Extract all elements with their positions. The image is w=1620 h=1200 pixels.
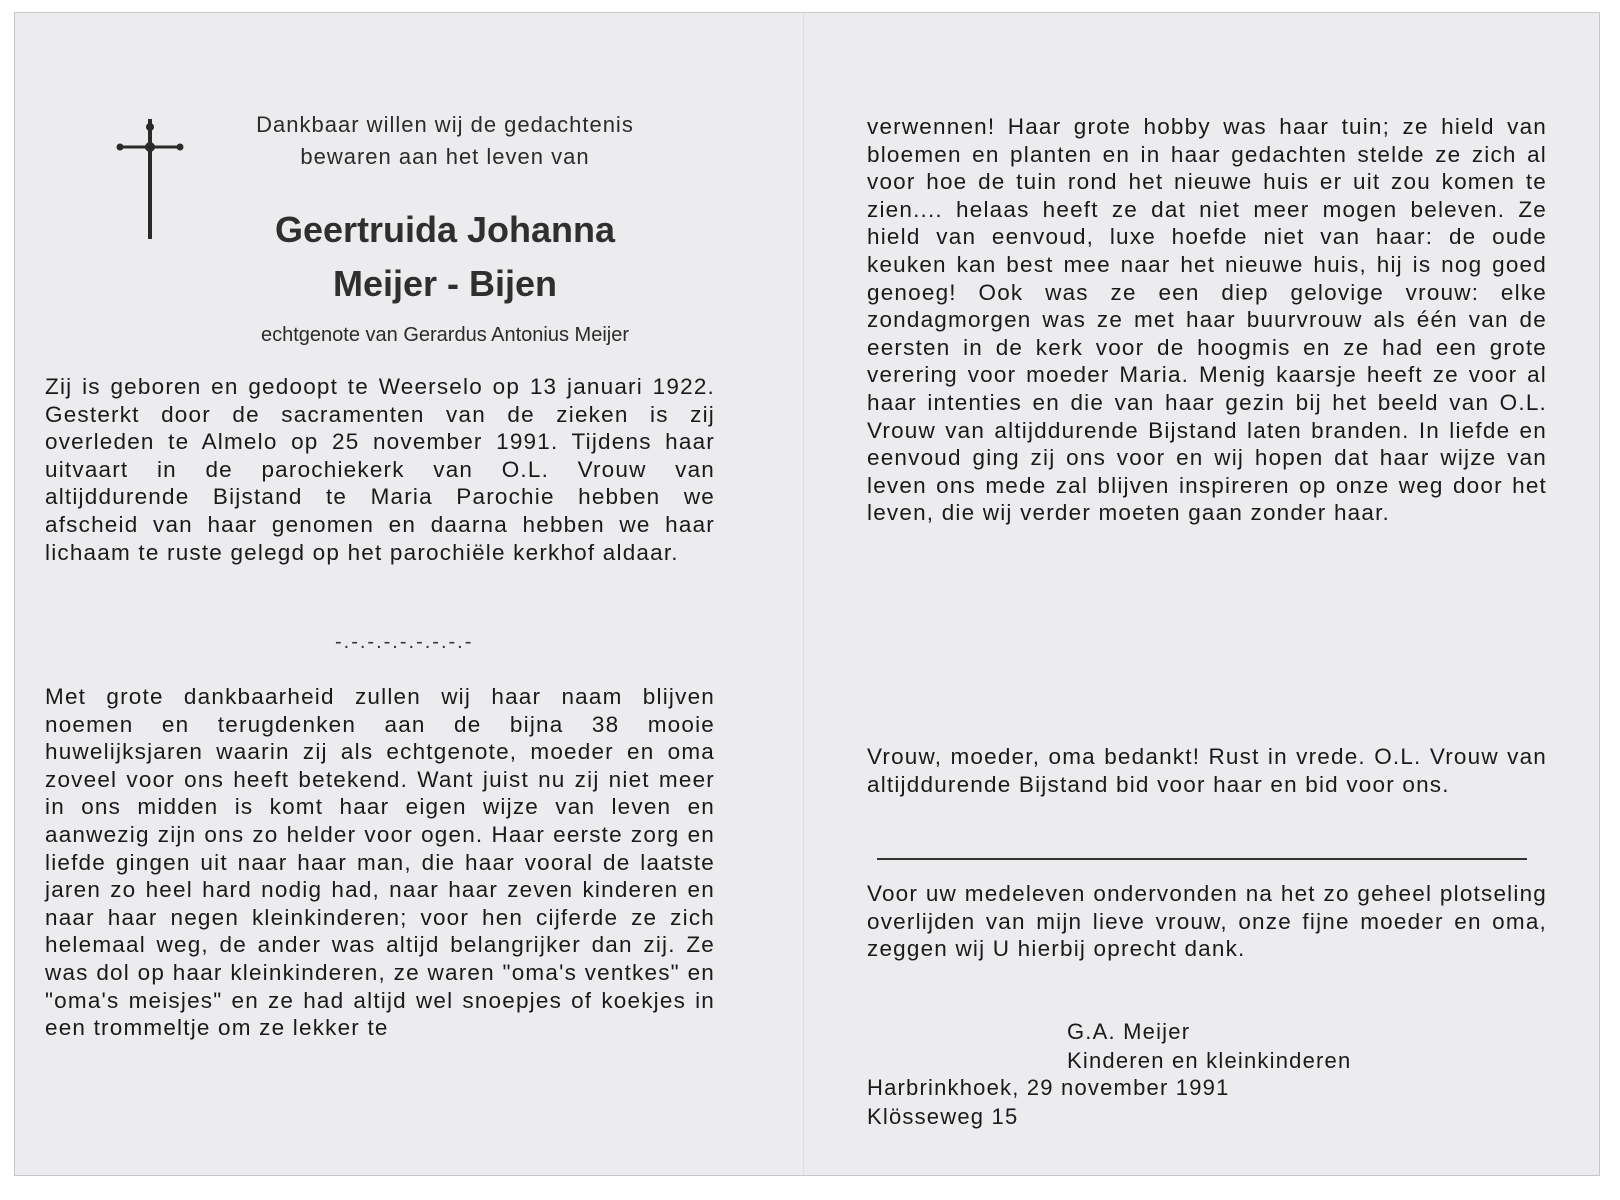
signature-family: Kinderen en kleinkinderen [1067,1048,1352,1073]
cross-icon [110,117,190,247]
signature-name: G.A. Meijer [1067,1019,1191,1044]
deceased-name [185,203,705,311]
memorial-card [14,12,1600,1176]
life-paragraph: verwennen! Haar grote hobby was haar tuin; ze hield van bloemen en planten en in haar gedachten stelde ze zich al voor hoe de tuin rond het nieuwe huis er uit zou komen te zien.... helaas heeft ze dat niet meer mogen beleven. Ze hield van eenvoud, luxe hoefde niet van haar: de oude keuken kan best mee naar het nieuwe huis, hij is nog goed genoeg! Ook was ze een diep gelovige vrouw: elke zondagmorgen was ze met haar buurvrouw als één van de eersten in de kerk voor de hoogmis en ze had een grote verering voor moeder Maria. Menig kaarsje heeft ze voor al haar intenties en die van haar gezin bij het beeld van O.L. Vrouw van altijddurende Bijstand laten branden. In liefde en eenvoud ging zij ons voor en wij hopen dat haar wijze van leven ons mede zal blijven inspireren op onze weg door het leven, die wij verder moeten gaan zonder haar. [867,114,1547,526]
farewell-paragraph: Vrouw, moeder, oma bedankt! Rust in vrede. O.L. Vrouw van altijddurende Bijstand bid voor haar en bid voor ons. [867,744,1547,797]
place-date-line: Harbrinkhoek, 29 november 1991 [867,1075,1230,1100]
remembrance-paragraph: Met grote dankbaarheid zullen wij haar naam blijven noemen en terugdenken aan de bijna 38 mooie huwelijksjaren waarin zij als echtgenote, moeder en oma zoveel voor ons heeft betekend. Want juist nu zij niet meer in ons midden is komt haar eigen wijze van leven en aanwezig zijn ons zo helder voor ogen. Haar eerste zorg en liefde gingen uit naar haar man, die haar vooral de laatste jaren zo heel hard nodig had, naar haar zeven kinderen en naar haar negen kleinkinderen; voor hen cijferde ze zich helemaal weg, de ander was altijd belangrijker dan zij. Ze was dol op haar kleinkinderen, ze waren "oma's ventkes" en "oma's meisjes" en ze had altijd wel snoepjes of koekjes in een trommeltje om ze lekker te [45,684,715,1041]
signature [1067,1017,1351,1075]
name-line-2: Meijer - Bijen [332,263,558,304]
intro-text [185,109,705,173]
divider [877,858,1527,860]
card-fold [803,13,805,1175]
address-line: Klösseweg 15 [867,1104,1019,1129]
thanks-paragraph: Voor uw medeleven ondervonden na het zo geheel plotseling overlijden van mijn lieve vrouw, onze fijne moeder en oma, zeggen wij U hierbij oprecht dank. [867,881,1547,962]
name-line-1: Geertruida Johanna [274,209,616,250]
spouse-line: echtgenote van Gerardus Antonius Meijer [261,324,629,346]
separator: -.-.-.-.-.-.-.-.- [335,631,474,653]
intro-line-1: Dankbaar willen wij de gedachtenis [256,112,634,137]
biography-paragraph: Zij is geboren en gedoopt te Weerselo op 13 januari 1922. Gesterkt door de sacramenten van de zieken is zij overleden te Almelo op 25 november 1991. Tijdens haar uitvaart in de parochiekerk van O.L. Vrouw van altijddurende Bijstand te Maria Parochie hebben we afscheid van haar genomen en daarna hebben we haar lichaam te ruste gelegd op het parochiële kerkhof aldaar. [45,374,715,565]
intro-line-2: bewaren aan het leven van [300,144,590,169]
place-date [867,1073,1230,1131]
